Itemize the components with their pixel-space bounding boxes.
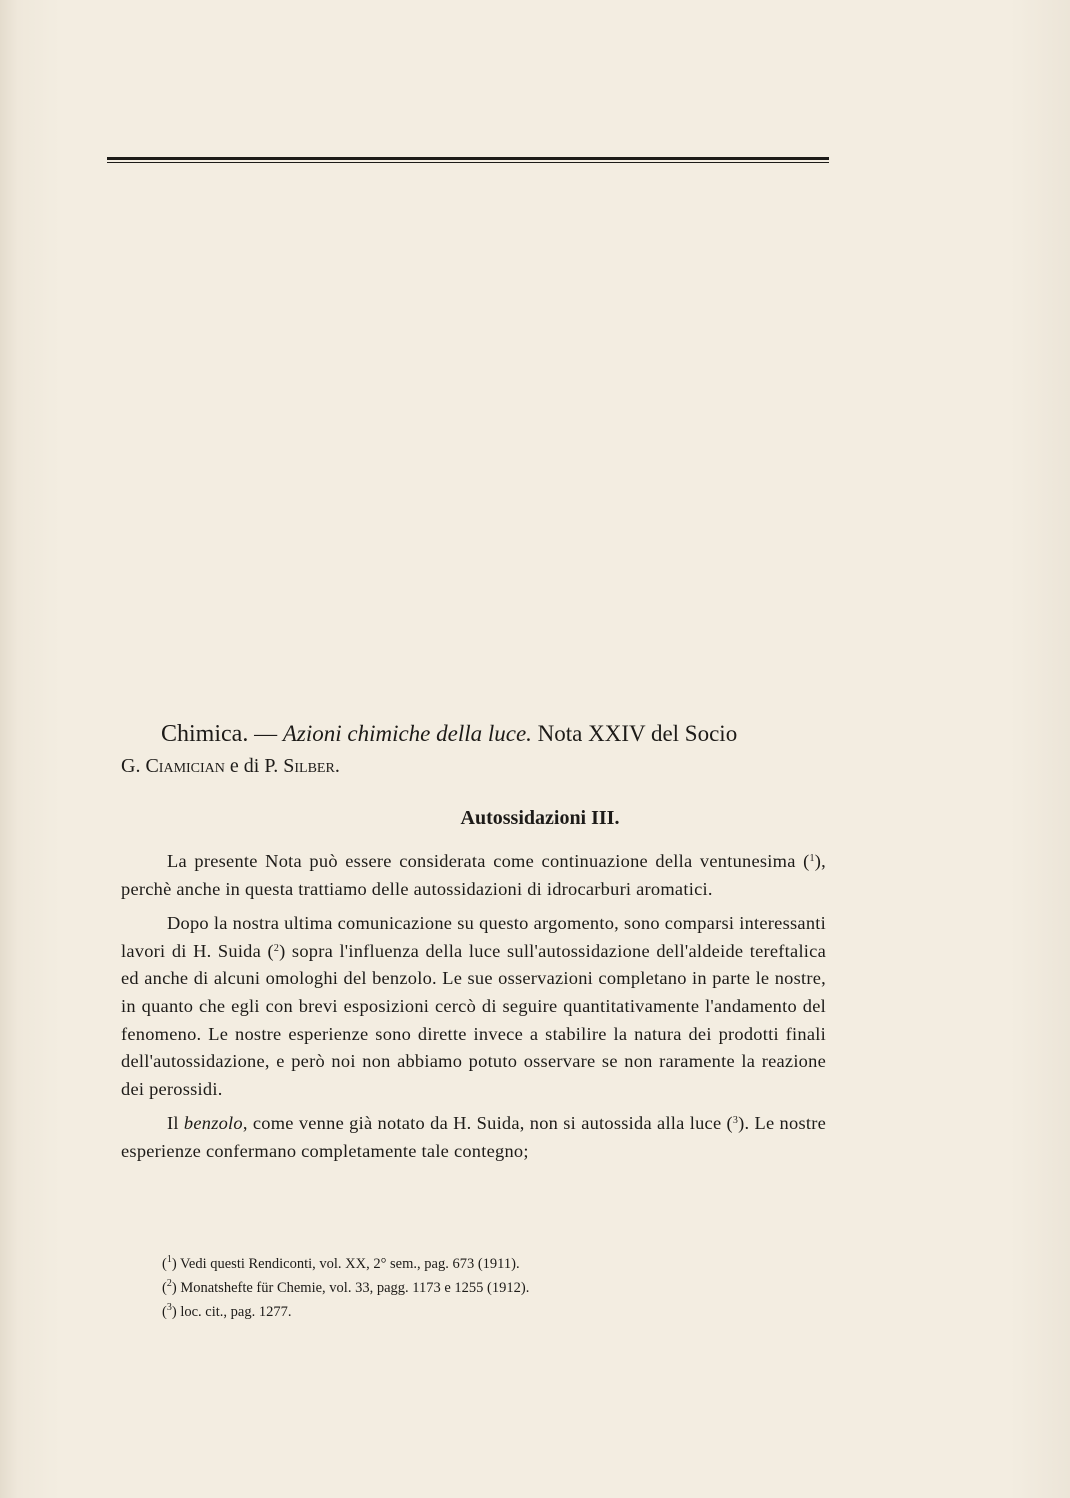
footnote-2: ($^2$) Monatshefte für Chemie, vol. 33, pagg. 1173 e 1255 (1912). — [162, 1278, 530, 1296]
article-heading — [121, 718, 821, 782]
author1-initial: G. — [121, 755, 141, 777]
section-title: Autossidazioni III. — [460, 807, 620, 829]
header-rule-thick — [107, 157, 829, 160]
title-dash: — — [254, 721, 278, 746]
footnote-ref-2: 2 — [273, 942, 280, 954]
note-label: Nota XXIV del Socio — [537, 721, 738, 746]
footnotes — [162, 1252, 822, 1324]
paragraph-1: La presente Nota può essere considerata come continuazione della ventunesima ($^1$), perchè anche in questa trattiamo delle autossidazioni di idrocarburi aromatici. — [121, 851, 826, 899]
author-conjunction: e di — [229, 755, 260, 777]
footnote-ref-1: 1 — [809, 853, 815, 864]
paragraph-3: Il benzolo, come venne già notato da H. Suida, non si autossida alla luce ($^3$). Le nostre esperienze confermano completamente tale contegno; — [121, 1113, 826, 1161]
footnote-ref-3: 3 — [732, 1115, 739, 1127]
authors-line — [121, 750, 821, 782]
author2-initial: P. — [264, 755, 279, 777]
article-body — [121, 848, 826, 1173]
article-title: Azioni chimiche della luce. — [282, 721, 532, 746]
header-rule-thin — [107, 162, 829, 163]
italic-term: benzolo — [183, 1113, 243, 1134]
footnote-1: ($^1$) Vedi questi Rendiconti, vol. XX, 2° sem., pag. 673 (1911). — [162, 1254, 520, 1272]
subject-label: Chimica. — [161, 721, 249, 747]
paragraph-2: Dopo la nostra ultima comunicazione su questo argomento, sono comparsi interessanti lavori di H. Suida ($^2$) sopra l'influenza della luce sull'autossidazione dell'aldeide tereftalica ed anche di alcuni omologhi del benzolo. Le sue osservazioni completano in parte le nostre, in quanto che egli con brevi esposizioni cercò di seguire quantitativamente l'andamento del fenomeno. Le nostre esperienze sono dirette invece a stabilire la natura dei prodotti finali dell'autossidazione, e però noi non abbiamo potuto osservare se non raramente la reazione dei perossidi. — [121, 913, 826, 1099]
article-title-line — [161, 718, 821, 750]
author2-name: Silber. — [283, 755, 340, 777]
author1-name: Ciamician — [145, 755, 225, 777]
footnote-3: ($^3$) loc. cit., pag. 1277. — [162, 1302, 292, 1320]
